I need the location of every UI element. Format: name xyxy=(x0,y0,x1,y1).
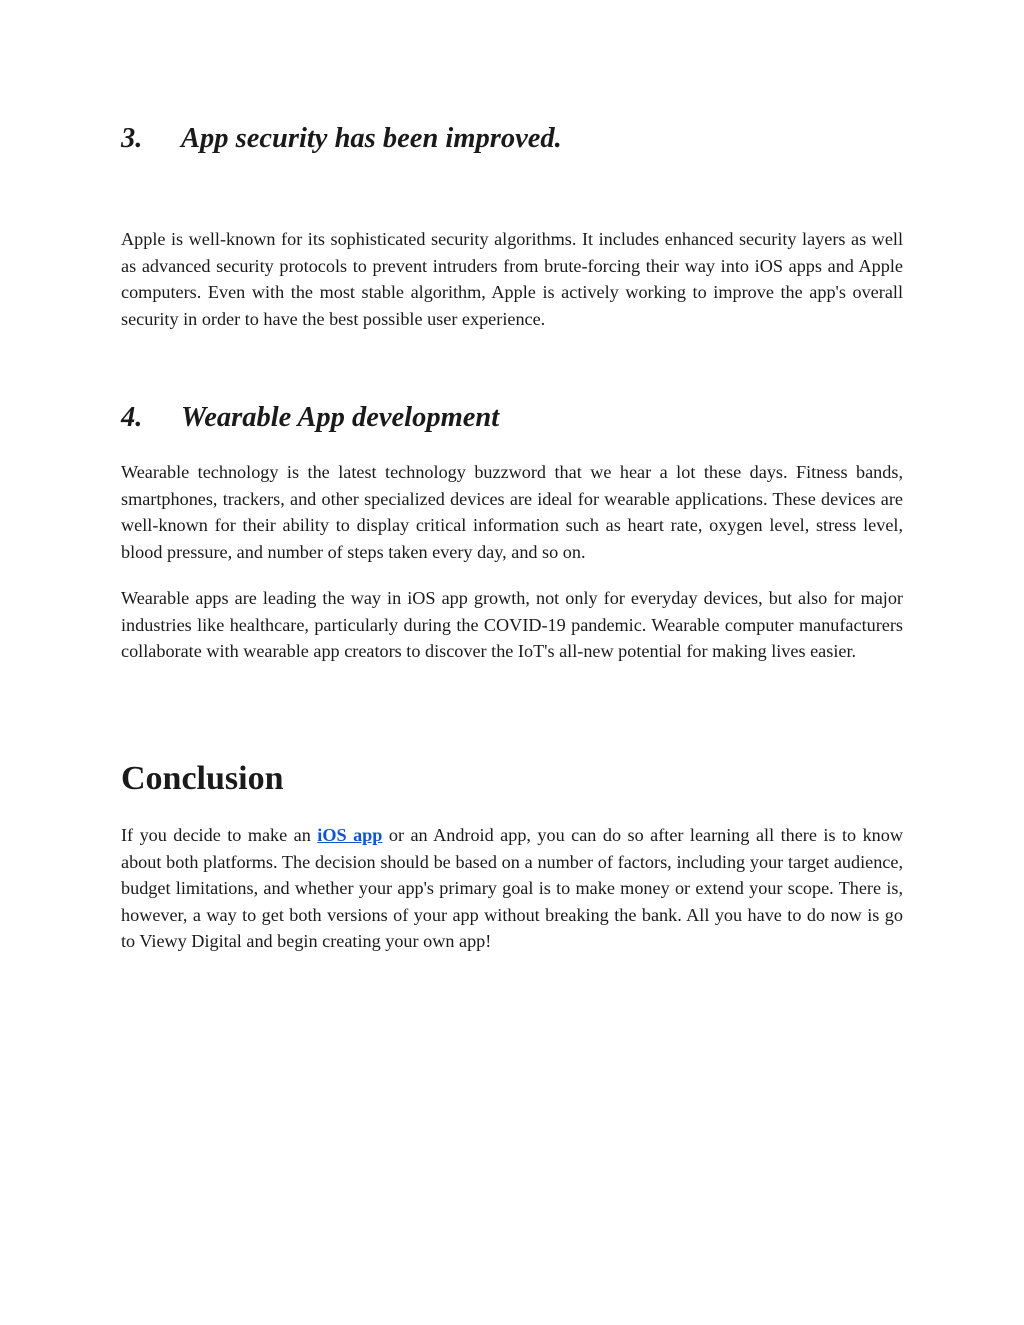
conclusion-text-before-link: If you decide to make an xyxy=(121,825,318,845)
section-3-heading xyxy=(121,122,562,156)
conclusion-text-after-link: or an Android app, you can do so after learning all there is to know about both platforms. The decision should be based on a number of factors, including your target audience, budget limitations, and whether your app's primary goal is to make money or extend your scope. There is, however, a way to get both versions of your app without breaking the bank. All you have to do now is go to Viewy Digital and begin creating your own app! xyxy=(121,825,903,952)
section-4-paragraph-2: Wearable apps are leading the way in iOS app growth, not only for everyday devices, but also for major industries like healthcare, particularly during the COVID-19 pandemic. Wearable computer manufacturers collaborate with wearable app creators to discover the IoT's all-new potential for making lives easier. xyxy=(121,588,903,662)
section-4-number: 4. xyxy=(121,402,143,433)
section-4-title: Wearable App development xyxy=(181,402,500,433)
ios-app-link[interactable]: iOS app xyxy=(317,825,383,845)
conclusion-heading: Conclusion xyxy=(121,760,284,797)
section-4-paragraph-1: Wearable technology is the latest technology buzzword that we hear a lot these days. Fitness bands, smartphones, trackers, and other specialized devices are ideal for wearable applications. These devices are well-known for their ability to display critical information such as heart rate, oxygen level, stress level, blood pressure, and number of steps taken every day, and so on. xyxy=(121,462,903,562)
section-3-number: 3. xyxy=(121,123,143,154)
section-4-heading xyxy=(121,401,499,435)
conclusion-paragraph xyxy=(121,822,903,955)
section-3-paragraph: Apple is well-known for its sophisticated security algorithms. It includes enhanced security layers as well as advanced security protocols to prevent intruders from brute-forcing their way into iOS apps and Apple computers. Even with the most stable algorithm, Apple is actively working to improve the app's overall security in order to have the best possible user experience. xyxy=(121,229,903,329)
section-3-title: App security has been improved. xyxy=(181,123,562,154)
